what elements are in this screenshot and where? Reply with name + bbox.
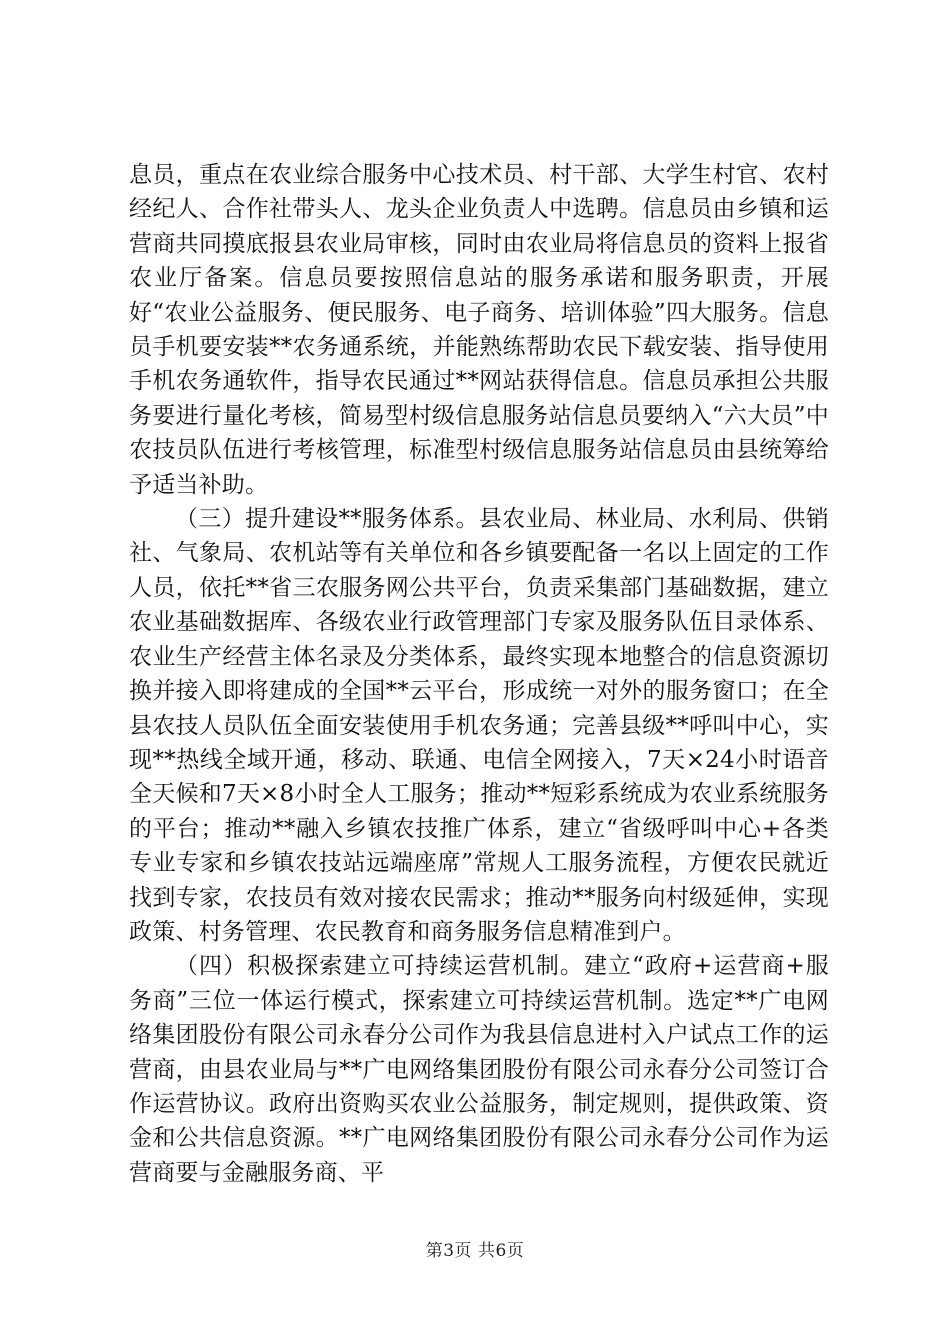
paragraph-service-system: （三）提升建设**服务体系。县农业局、林业局、水利局、供销社、气象局、农机站等有关单位和各乡镇要配备一名以上固定的工作人员，依托**省三农服务网公共平台，负责采集部门基础数据，建立农业基础数据库、各级农业行政管理部门专家及服务队伍目录体系、农业生产经营主体名录及分类体系，最终实现本地整合的信息资源切换并接入即将建成的全国**云平台，形成统一对外的服务窗口；在全县农技人员队伍全面安装使用手机农务通；完善县级**呼叫中心，实现**热线全域开通，移动、联通、电信全网接入，7天×24小时语音全天候和7天×8小时全人工服务；推动**短彩系统成为农业系统服务的平台；推动**融入乡镇农技推广体系，建立“省级呼叫中心+各类专业专家和乡镇农技站远端座席”常规人工服务流程，方便农民就近找到专家，农技员有效对接农民需求；推动**服务向村级延伸，实现政策、村务管理、农民教育和商务服务信息精准到户。 [129,506,829,945]
page-footer: 第3页 共6页 [425,1241,525,1261]
paragraph-operation-mechanism: （四）积极探索建立可持续运营机制。建立“政府+运营商+服务商”三位一体运行模式，探索建立可持续运营机制。选定**广电网络集团股份有限公司永春分公司作为我县信息进村入户试点工作的运营商，由县农业局与**广电网络集团股份有限公司永春分公司签订合作运营协议。政府出资购买农业公益服务，制定规则，提供政策、资金和公共信息资源。**广电网络集团股份有限公司永春分公司作为运营商要与金融服务商、平 [129,953,829,1186]
document-body [129,158,829,1190]
paragraph-info-staff: 息员，重点在农业综合服务中心技术员、村干部、大学生村官、农村经纪人、合作社带头人、龙头企业负责人中选聘。信息员由乡镇和运营商共同摸底报县农业局审核，同时由农业局将信息员的资料上报省农业厅备案。信息员要按照信息站的服务承诺和服务职责，开展好“农业公益服务、便民服务、电子商务、培训体验”四大服务。信息员手机要安装**农务通系统，并能熟练帮助农民下载安装、指导使用手机农务通软件，指导农民通过**网站获得信息。信息员承担公共服务要进行量化考核，简易型村级信息服务站信息员要纳入“六大员”中农技员队伍进行考核管理，标准型村级信息服务站信息员由县统筹给予适当补助。 [129,162,829,498]
